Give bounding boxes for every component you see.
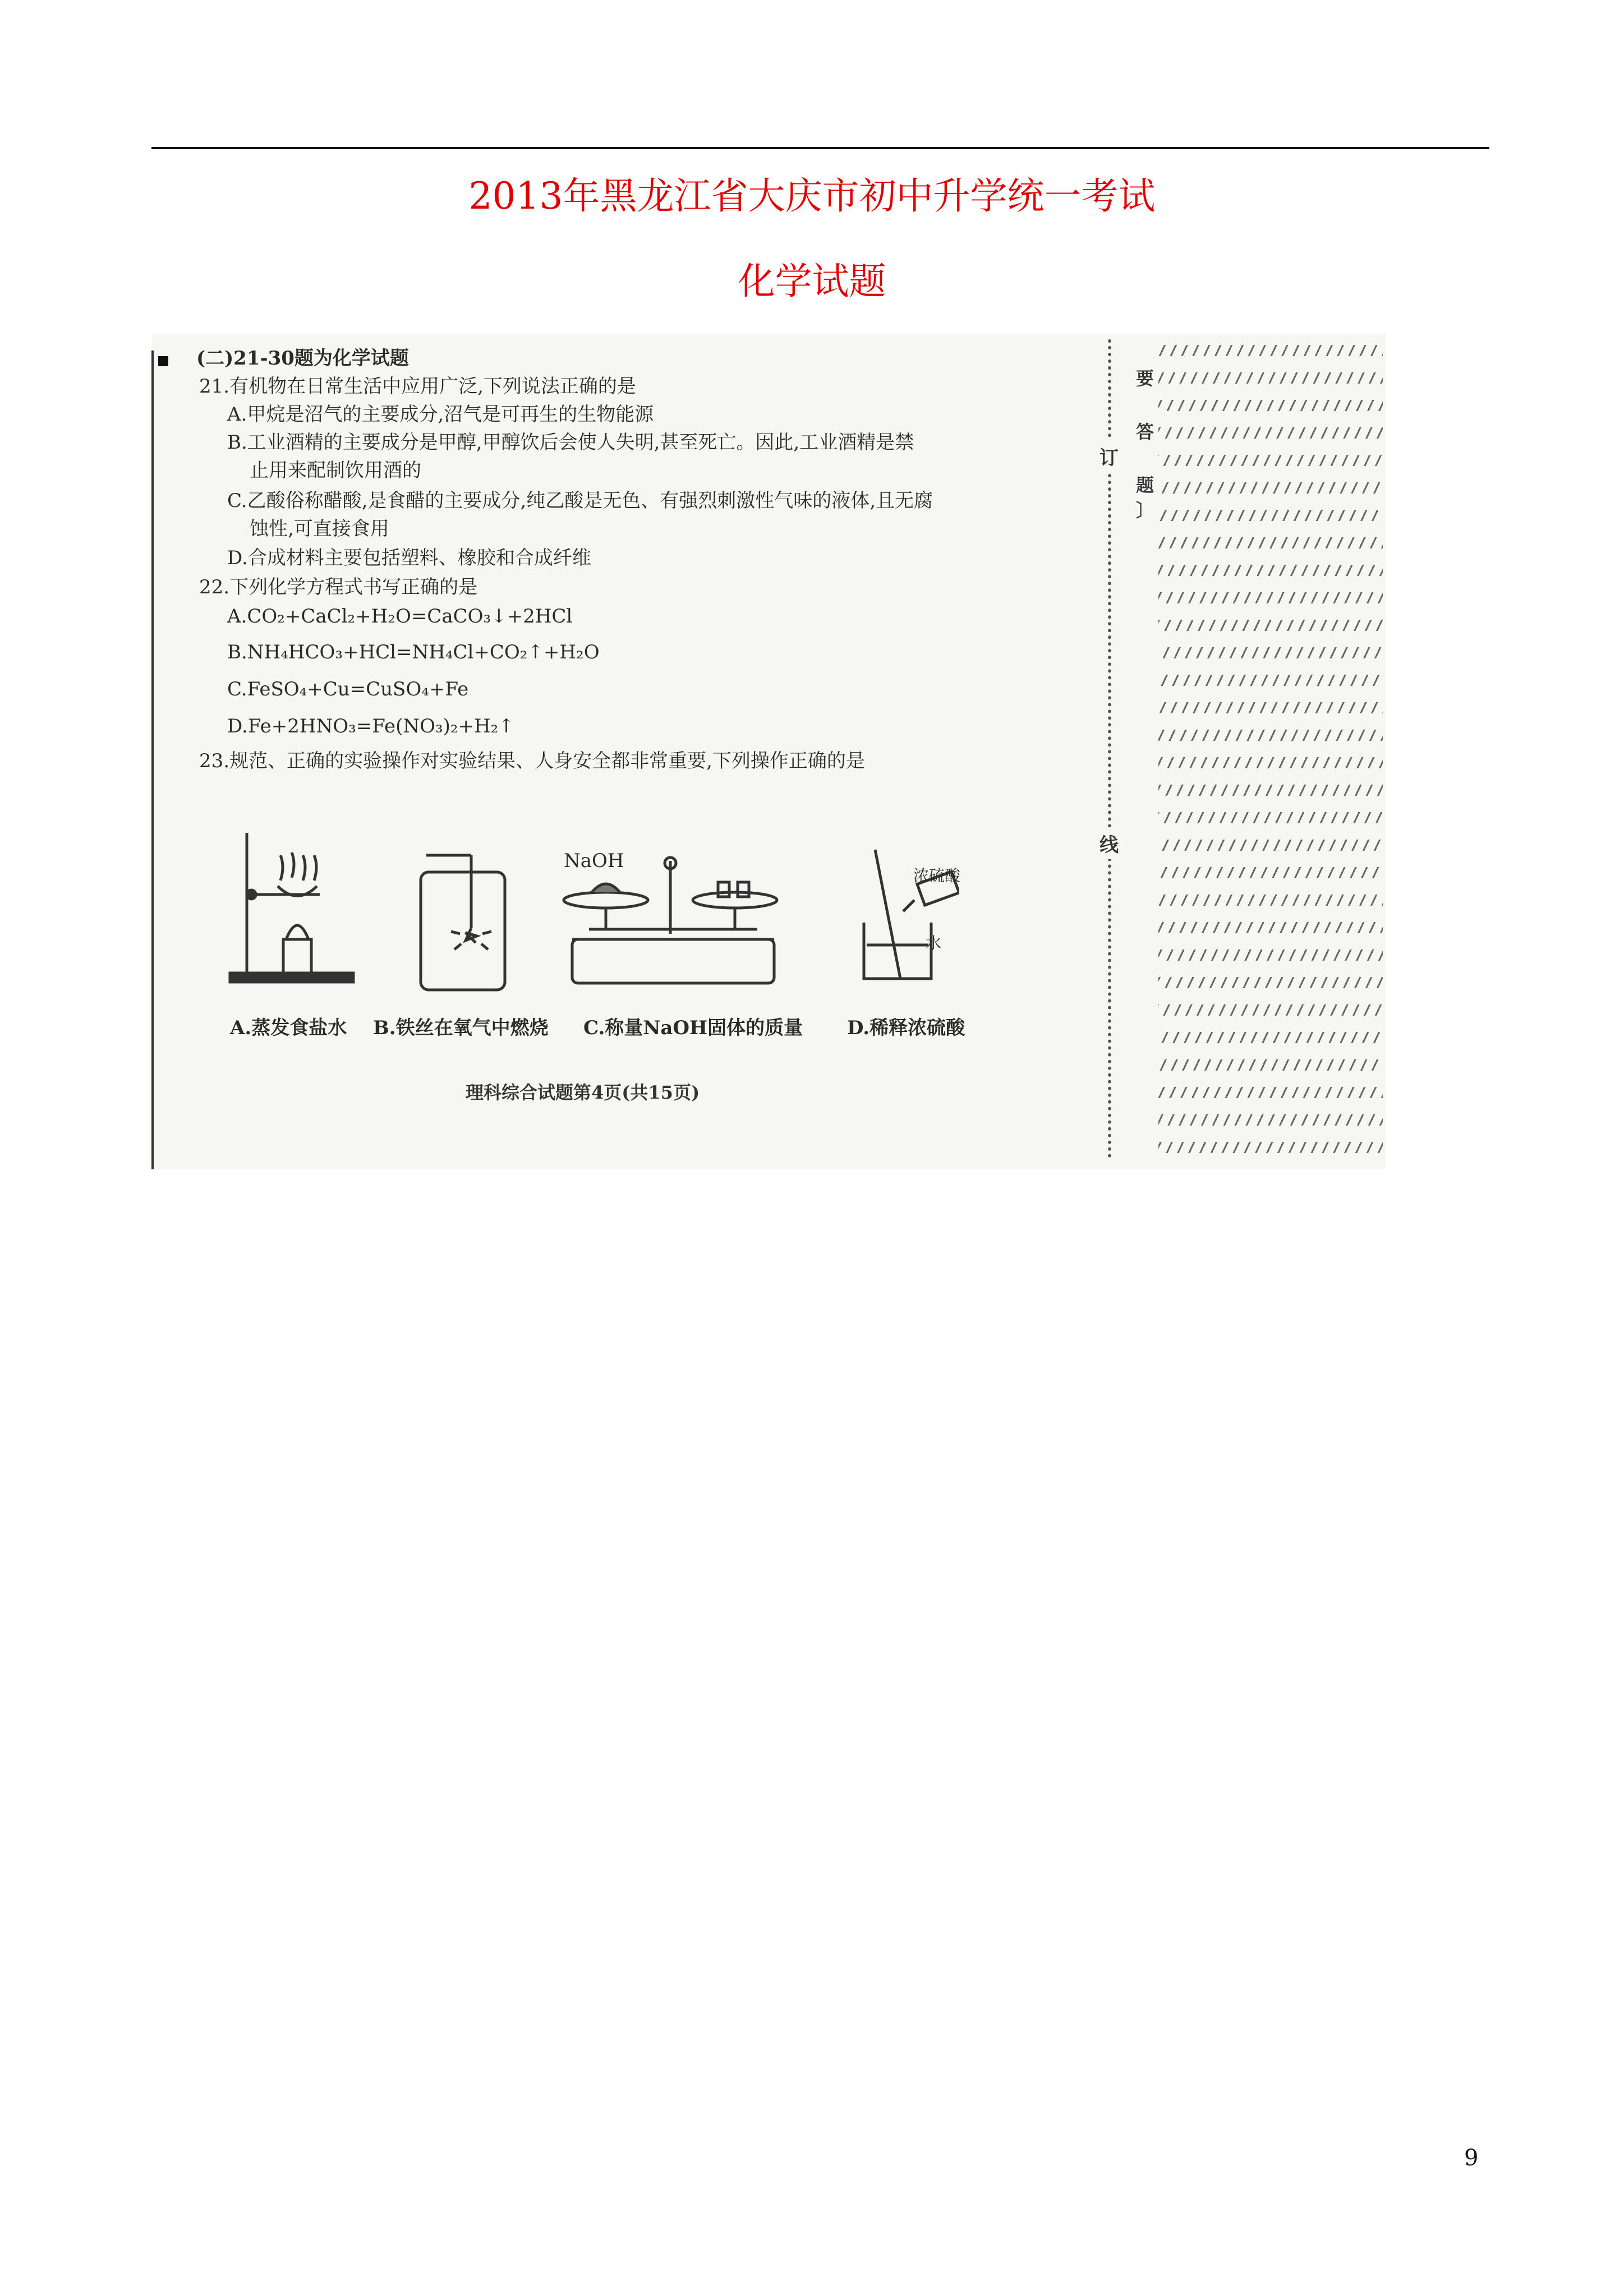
scan-footer: 理科综合试题第4页(共15页)	[466, 1082, 700, 1103]
figure-c-caption: C.称量NaOH固体的质量	[583, 1017, 803, 1039]
q22-option-d: D.Fe+2HNO₃=Fe(NO₃)₂+H₂↑	[227, 715, 514, 737]
q21-option-c-line2: 蚀性,可直接食用	[250, 518, 389, 540]
side-note-3: 题	[1136, 474, 1154, 496]
figure-b-caption: B.铁丝在氧气中燃烧	[373, 1017, 549, 1039]
q21-option-a: A.甲烷是沼气的主要成分,沼气是可再生的生物能源	[227, 403, 654, 426]
q21-stem: 21.有机物在日常生活中应用广泛,下列说法正确的是	[199, 375, 636, 398]
exam-title: 2013年黑龙江省大庆市初中升学统一考试	[468, 174, 1156, 218]
figure-iron-combustion	[415, 850, 516, 995]
top-rule	[151, 147, 1489, 149]
figure-a-caption: A.蒸发食盐水	[230, 1017, 347, 1039]
q22-option-c: C.FeSO₄+Cu=CuSO₄+Fe	[227, 678, 469, 700]
exam-subtitle: 化学试题	[738, 260, 886, 303]
naoh-label: NaOH	[564, 850, 624, 872]
margin-label-xian: 线	[1099, 827, 1119, 859]
side-note-2: 答	[1136, 421, 1154, 442]
concentrated-acid-label: 浓硫酸	[913, 866, 961, 885]
water-label: 水	[926, 934, 942, 952]
section-heading: (二)21-30题为化学试题	[196, 347, 409, 370]
figure-balance	[555, 855, 791, 995]
side-note-4: 〕	[1136, 500, 1154, 521]
q23-stem: 23.规范、正确的实验操作对实验结果、人身安全都非常重要,下列操作正确的是	[199, 750, 865, 772]
q22-option-b: B.NH₄HCO₃+HCl=NH₄Cl+CO₂↑+H₂O	[227, 641, 600, 663]
q22-option-a: A.CO₂+CaCl₂+H₂O=CaCO₃↓+2HCl	[227, 605, 573, 628]
q21-option-c-line1: C.乙酸俗称醋酸,是食醋的主要成分,纯乙酸是无色、有强烈刺激性气味的液体,且无腐	[227, 490, 933, 512]
scanned-exam-image	[151, 334, 1386, 1169]
side-note-1: 要	[1136, 368, 1154, 389]
q21-option-b-line1: B.工业酒精的主要成分是甲醇,甲醇饮后会使人失明,甚至死亡。因此,工业酒精是禁	[227, 431, 914, 454]
margin-label-ding: 订	[1099, 440, 1119, 472]
q21-option-b-line2: 止用来配制饮用酒的	[250, 459, 421, 482]
figure-evaporation	[224, 827, 359, 995]
margin-hatching-gaps	[1158, 345, 1383, 1158]
figure-d-caption: D.稀释浓硫酸	[847, 1017, 965, 1039]
q22-stem: 22.下列化学方程式书写正确的是	[199, 576, 478, 598]
q21-option-d: D.合成材料主要包括塑料、橡胶和合成纤维	[227, 547, 591, 569]
bullet-square-icon	[158, 356, 168, 366]
scan-left-border	[151, 351, 154, 1169]
page-number: 9	[1464, 2145, 1479, 2171]
